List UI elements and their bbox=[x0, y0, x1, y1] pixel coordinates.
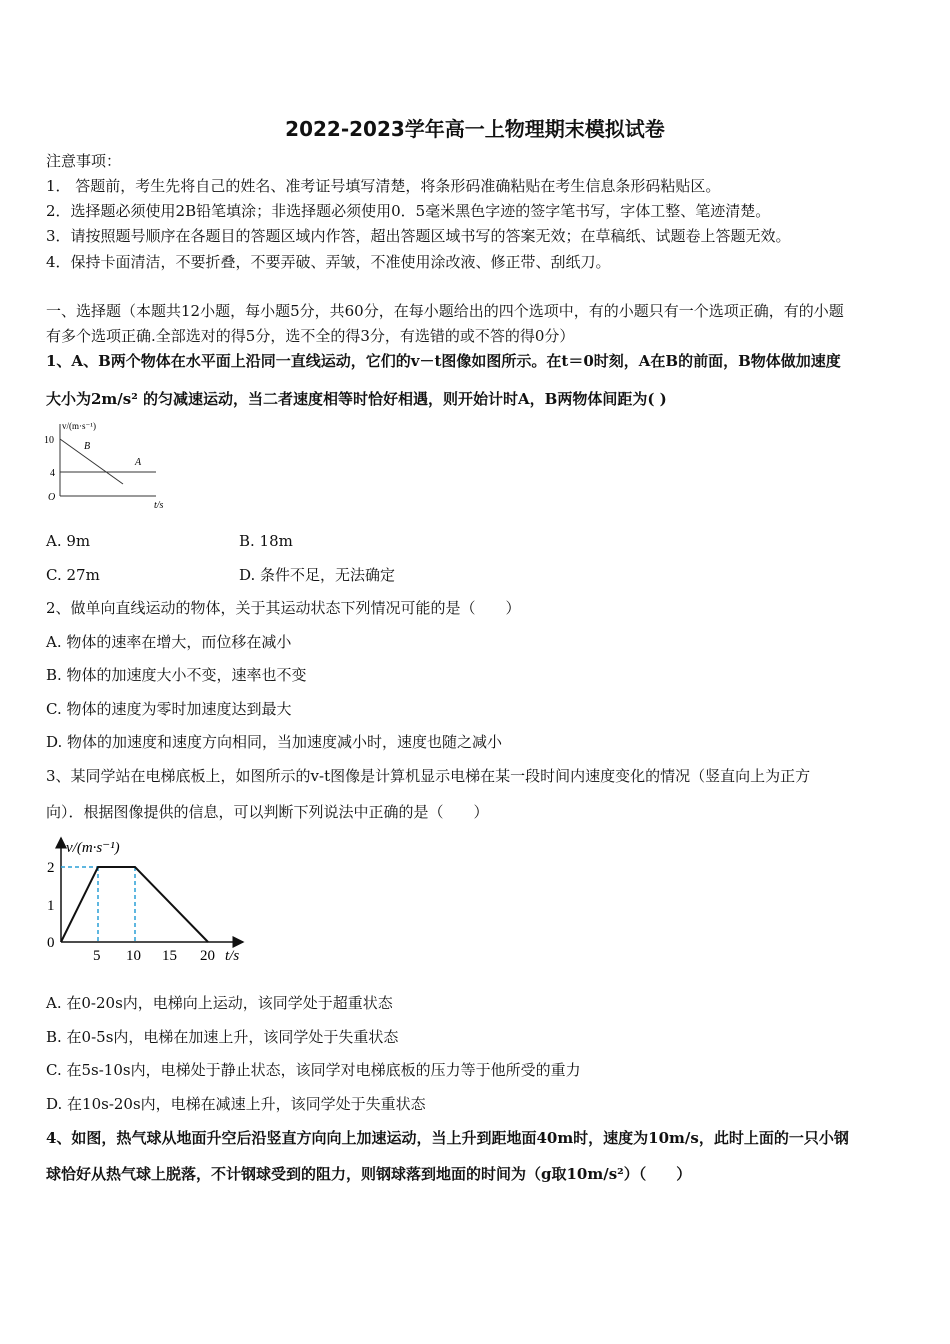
question-3-stem: 3、某同学站在电梯底板上，如图所示的v-t图像是计算机显示电梯在某一段时间内速度变化的情况（竖直向上为正方 bbox=[46, 767, 811, 785]
option-b: B. 在0-5s内，电梯在加速上升，该同学处于失重状态 bbox=[46, 1028, 399, 1046]
question-4-stem: 4、如图，热气球从地面升空后沿竖直方向向上加速运动，当上升到距地面40m时，速度为10m/s，此时上面的一只小钢 bbox=[46, 1129, 849, 1147]
option-a: A. 在0-20s内，电梯向上运动，该同学处于超重状态 bbox=[46, 994, 393, 1012]
x-tick-label: 20 bbox=[200, 948, 215, 964]
option-d: D. 条件不足，无法确定 bbox=[239, 566, 396, 584]
x-tick-label: 15 bbox=[162, 948, 177, 964]
question-3-stem-cont: 向）．根据图像提供的信息，可以判断下列说法中正确的是（ ） bbox=[46, 803, 489, 821]
option-b: B. 18m bbox=[239, 532, 293, 550]
option-d: D. 物体的加速度和速度方向相同，当加速度减小时，速度也随之减小 bbox=[46, 733, 503, 751]
notice-item: 2．选择题必须使用2B铅笔填涂；非选择题必须使用0．5毫米黑色字迹的签字笔书写，字体工整、笔迹清楚。 bbox=[46, 202, 771, 220]
x-tick-label: 10 bbox=[126, 948, 141, 964]
option-c: C. 27m bbox=[46, 566, 100, 584]
option-b: B. 物体的加速度大小不变，速率也不变 bbox=[46, 666, 307, 684]
question-3-vt-graph bbox=[40, 830, 255, 970]
y-tick-label: 0 bbox=[47, 935, 55, 951]
notice-item: 1． 答题前，考生先将自己的姓名、准考证号填写清楚，将条形码准确粘贴在考生信息条形码粘贴区。 bbox=[46, 177, 721, 195]
x-axis-label: t/s bbox=[154, 500, 164, 511]
x-tick-label: 5 bbox=[93, 948, 101, 964]
y-axis-label: v/(m·s⁻¹) bbox=[62, 421, 96, 431]
y-tick-label: 4 bbox=[50, 468, 55, 479]
y-tick-label: 2 bbox=[47, 860, 55, 876]
line-label-b: B bbox=[84, 441, 91, 452]
option-d: D. 在10s-20s内，电梯在减速上升，该同学处于失重状态 bbox=[46, 1095, 426, 1113]
notice-heading: 注意事项： bbox=[46, 152, 122, 170]
y-tick-label: 1 bbox=[47, 898, 55, 914]
y-axis-label: v/(m·s⁻¹) bbox=[66, 840, 120, 856]
question-4-stem-cont: 球恰好从热气球上脱落，不计钢球受到的阻力，则钢球落到地面的时间为（g取10m/s²）（ ） bbox=[46, 1165, 692, 1183]
notice-item: 3．请按照题号顺序在各题目的答题区域内作答，超出答题区域书写的答案无效；在草稿纸、试题卷上答题无效。 bbox=[46, 227, 791, 245]
line-label-a: A bbox=[135, 457, 142, 468]
y-tick-label: 10 bbox=[44, 435, 54, 446]
page-title: 2022-2023学年高一上物理期末模拟试卷 bbox=[285, 117, 665, 141]
option-a: A. 9m bbox=[46, 532, 91, 550]
question-1-vt-graph bbox=[40, 418, 180, 514]
question-2-stem: 2、做单向直线运动的物体，关于其运动状态下列情况可能的是（ ） bbox=[46, 599, 521, 617]
x-axis-label: t/s bbox=[225, 948, 240, 964]
question-1-stem: 1、A、B两个物体在水平面上沿同一直线运动，它们的v－t图像如图所示。在t＝0时刻，A在B的前面，B物体做加速度 bbox=[46, 352, 841, 370]
origin-label: O bbox=[48, 492, 56, 503]
option-c: C. 在5s-10s内，电梯处于静止状态，该同学对电梯底板的压力等于他所受的重力 bbox=[46, 1061, 581, 1079]
question-1-stem-cont: 大小为2m/s² 的匀减速运动，当二者速度相等时恰好相遇，则开始计时A，B两物体间距为( ) bbox=[46, 390, 667, 408]
section-heading-cont: 有多个选项正确.全部选对的得5分，选不全的得3分，有选错的或不答的得0分） bbox=[46, 327, 575, 345]
notice-item: 4．保持卡面清洁，不要折叠，不要弄破、弄皱，不准使用涂改液、修正带、刮纸刀。 bbox=[46, 253, 611, 271]
option-a: A. 物体的速率在增大，而位移在减小 bbox=[46, 633, 292, 651]
option-c: C. 物体的速度为零时加速度达到最大 bbox=[46, 700, 292, 718]
section-heading: 一、选择题（本题共12小题，每小题5分，共60分，在每小题给出的四个选项中，有的小题只有一个选项正确，有的小题 bbox=[46, 302, 844, 320]
